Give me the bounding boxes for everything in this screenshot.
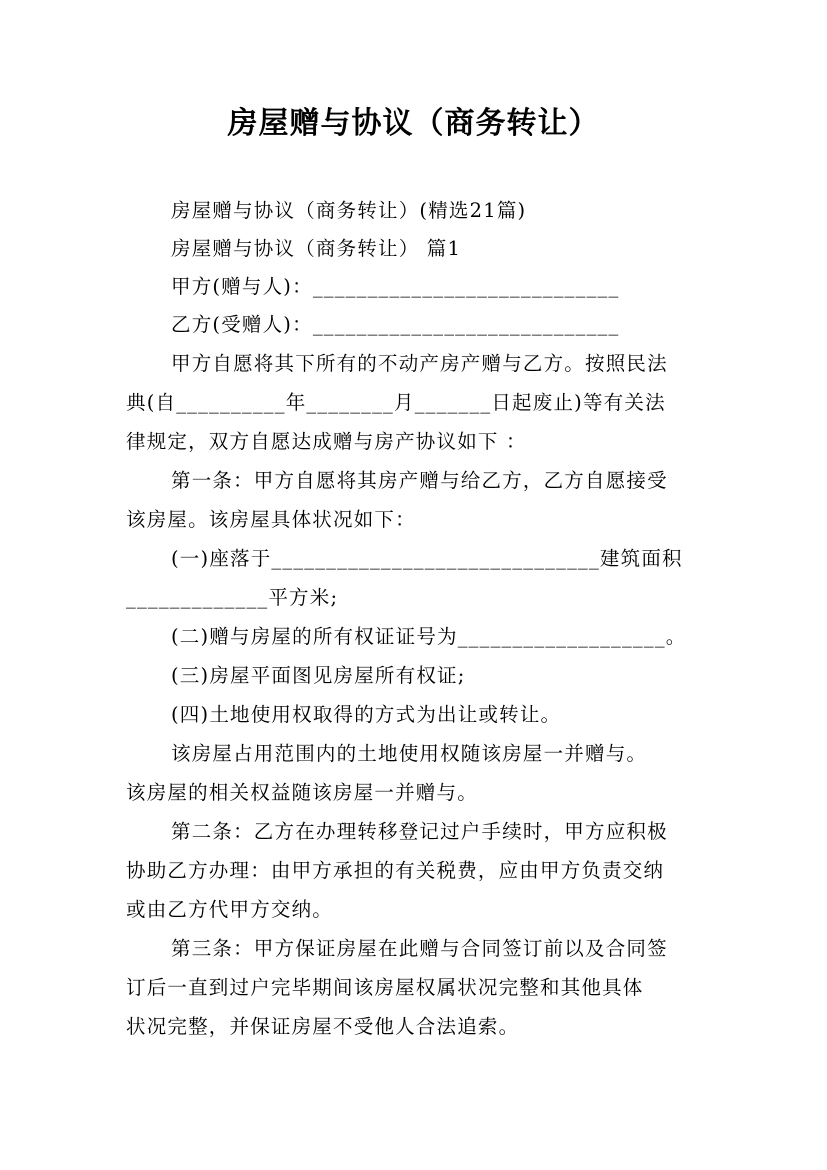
party-b-line: 乙方(受赠人)：____________________________ (171, 313, 620, 336)
paragraph-line: 协助乙方办理：由甲方承担的有关税费，应由甲方负责交纳 (126, 859, 665, 882)
section-heading: 房屋赠与协议（商务转让） 篇1 (171, 237, 462, 260)
clause-1-line: (一)座落于______________________________建筑面积 (171, 547, 683, 570)
paragraph-line: 该房屋。该房屋具体状况如下： (126, 508, 416, 531)
paragraph-line: _____________平方米; (126, 586, 339, 609)
paragraph-line: 律规定，双方自愿达成赠与房产协议如下 ： (126, 430, 527, 453)
paragraph-line: 甲方自愿将其下所有的不动产房产赠与乙方。按照民法 (171, 352, 668, 375)
clause-3-line: (三)房屋平面图见房屋所有权证; (171, 664, 466, 687)
paragraph-line: 该房屋占用范围内的土地使用权随该房屋一并赠与。 (171, 742, 648, 765)
document-title: 房屋赠与协议（商务转让） (227, 106, 600, 141)
party-a-line: 甲方(赠与人)：____________________________ (171, 275, 620, 298)
paragraph-line: 订后一直到过户完毕期间该房屋权属状况完整和其他具体 (126, 976, 644, 999)
paragraph-line: 状况完整，并保证房屋不受他人合法追索。 (126, 1015, 520, 1038)
article-2-line: 第二条：乙方在办理转移登记过户手续时，甲方应积极 (171, 820, 668, 843)
article-1-line: 第一条：甲方自愿将其房产赠与给乙方，乙方自愿接受 (171, 469, 668, 492)
paragraph-line: 该房屋的相关权益随该房屋一并赠与。 (126, 781, 478, 804)
clause-4-line: (四)土地使用权取得的方式为出让或转让。 (171, 703, 562, 726)
subtitle-line: 房屋赠与协议（商务转让）(精选21篇) (171, 199, 527, 222)
paragraph-line: 典(自__________年________月_______日起废止)等有关法 (126, 391, 666, 414)
article-3-line: 第三条：甲方保证房屋在此赠与合同签订前以及合同签 (171, 937, 668, 960)
paragraph-line: 或由乙方代甲方交纳。 (126, 898, 334, 921)
clause-2-line: (二)赠与房屋的所有权证证号为___________________。 (171, 625, 687, 648)
